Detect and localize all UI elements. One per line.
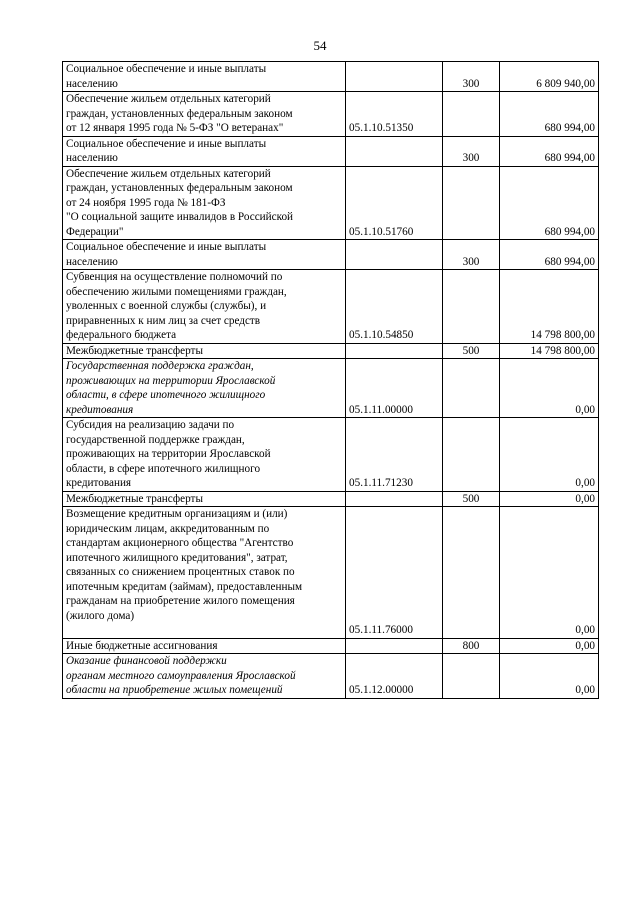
- row-name-cell: Обеспечение жильем отдельных категорий граждан, установленных федеральным законом от 24 ноября 1995 года № 181-ФЗ "О социальной защите инвалидов в Российской Федерации": [63, 166, 346, 240]
- row-code-cell: [346, 343, 443, 359]
- row-code-cell: 05.1.10.51350: [346, 92, 443, 137]
- table-row: [63, 136, 599, 166]
- row-expense-type-cell: [443, 359, 500, 418]
- table-row: [63, 92, 599, 137]
- row-code-cell: 05.1.11.71230: [346, 418, 443, 492]
- row-code-cell: [346, 638, 443, 654]
- row-expense-type-cell: 300: [443, 240, 500, 270]
- row-sum-cell: 680 994,00: [500, 166, 599, 240]
- table-row: [63, 654, 599, 699]
- row-code-cell: 05.1.12.00000: [346, 654, 443, 699]
- row-name-cell: Субвенция на осуществление полномочий по обеспечению жилыми помещениями граждан, уволенных с военной службы (службы), и приравненных к ним лиц за счет средств федерального бюджета: [63, 270, 346, 344]
- budget-table-body: [63, 62, 599, 699]
- row-code-cell: 05.1.11.00000: [346, 359, 443, 418]
- table-row: [63, 507, 599, 639]
- row-name-cell: Иные бюджетные ассигнования: [63, 638, 346, 654]
- row-code-cell: [346, 62, 443, 92]
- row-sum-cell: 680 994,00: [500, 240, 599, 270]
- row-expense-type-cell: [443, 166, 500, 240]
- row-name-cell: Межбюджетные трансферты: [63, 343, 346, 359]
- table-row: [63, 270, 599, 344]
- row-expense-type-cell: [443, 654, 500, 699]
- row-code-cell: [346, 240, 443, 270]
- row-expense-type-cell: [443, 418, 500, 492]
- row-code-cell: 05.1.10.54850: [346, 270, 443, 344]
- table-row: [63, 491, 599, 507]
- row-sum-cell: 0,00: [500, 507, 599, 639]
- table-row: [63, 638, 599, 654]
- row-expense-type-cell: 300: [443, 136, 500, 166]
- row-expense-type-cell: [443, 270, 500, 344]
- table-row: [63, 343, 599, 359]
- row-name-cell: Оказание финансовой поддержки органам местного самоуправления Ярославской области на приобретение жилых помещений: [63, 654, 346, 699]
- row-code-cell: 05.1.11.76000: [346, 507, 443, 639]
- row-expense-type-cell: [443, 507, 500, 639]
- row-sum-cell: 0,00: [500, 638, 599, 654]
- row-sum-cell: 0,00: [500, 491, 599, 507]
- row-name-cell: Социальное обеспечение и иные выплаты населению: [63, 240, 346, 270]
- row-sum-cell: 680 994,00: [500, 92, 599, 137]
- row-sum-cell: 680 994,00: [500, 136, 599, 166]
- row-expense-type-cell: [443, 92, 500, 137]
- row-sum-cell: 14 798 800,00: [500, 343, 599, 359]
- budget-table: [62, 61, 599, 699]
- row-sum-cell: 6 809 940,00: [500, 62, 599, 92]
- table-row: [63, 62, 599, 92]
- row-name-cell: Социальное обеспечение и иные выплаты населению: [63, 62, 346, 92]
- page-number: 54: [313, 38, 327, 53]
- row-code-cell: [346, 491, 443, 507]
- row-expense-type-cell: 500: [443, 343, 500, 359]
- row-expense-type-cell: 500: [443, 491, 500, 507]
- row-sum-cell: 0,00: [500, 359, 599, 418]
- row-expense-type-cell: 800: [443, 638, 500, 654]
- row-name-cell: Обеспечение жильем отдельных категорий граждан, установленных федеральным законом от 12 января 1995 года № 5-ФЗ "О ветеранах": [63, 92, 346, 137]
- row-code-cell: [346, 136, 443, 166]
- table-row: [63, 418, 599, 492]
- row-expense-type-cell: 300: [443, 62, 500, 92]
- row-name-cell: Межбюджетные трансферты: [63, 491, 346, 507]
- row-name-cell: Государственная поддержка граждан, проживающих на территории Ярославской области, в сфере ипотечного жилищного кредитования: [63, 359, 346, 418]
- table-row: [63, 166, 599, 240]
- row-sum-cell: 0,00: [500, 418, 599, 492]
- row-code-cell: 05.1.10.51760: [346, 166, 443, 240]
- table-row: [63, 240, 599, 270]
- row-name-cell: Субсидия на реализацию задачи по государственной поддержке граждан, проживающих на территории Ярославской области, в сфере ипотечного жилищного кредитования: [63, 418, 346, 492]
- row-name-cell: Возмещение кредитным организациям и (или) юридическим лицам, аккредитованным по стандартам акционерного общества "Агентство ипотечного жилищного кредитования", затрат, связанных со снижением процентных ставок по ипотечным кредитам (займам), предоставленным гражданам на приобретение жилого помещения (жилого дома): [63, 507, 346, 639]
- row-name-cell: Социальное обеспечение и иные выплаты населению: [63, 136, 346, 166]
- row-sum-cell: 0,00: [500, 654, 599, 699]
- table-row: [63, 359, 599, 418]
- row-sum-cell: 14 798 800,00: [500, 270, 599, 344]
